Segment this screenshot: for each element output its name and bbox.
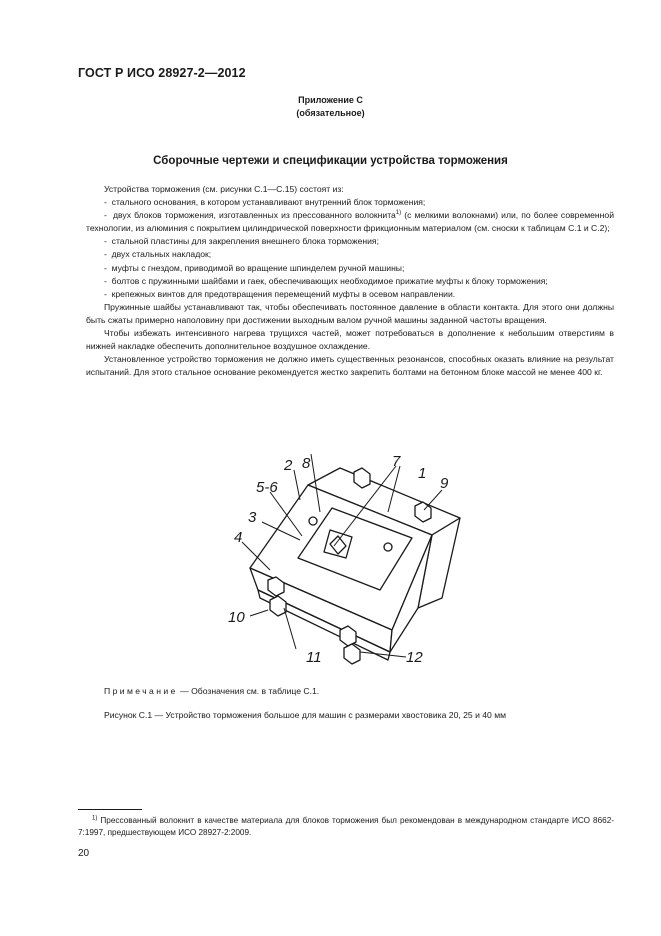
callout-label: 10 [228,609,245,626]
list-item: - крепежных винтов для предотвращения перемещений муфты в осевом направлении. [104,288,456,299]
appendix-title: Приложение С [298,95,363,105]
callout-label: 8 [302,455,311,472]
list-item: - двух блоков торможения, изготавленных из прессованного волокнита$^{1)}$ (с мелкими волокнами) или, по более современной технологии, из алюминия с покрытием цилиндрической поверхности фрикционным материалом (см. сноски к таблицам С.1 и С.2); [86,210,614,234]
callout-label: 9 [440,475,449,492]
figure-caption: Рисунок С.1 — Устройство торможения большое для машин с размерами хвостовика 20, 25 и 40 мм [104,710,507,720]
callout-label: 7 [392,453,401,470]
appendix-status: (обязательное) [296,108,365,118]
callout-label: 11 [306,649,322,666]
list-item: - стальной пластины для закрепления внешнего блока торможения; [104,236,379,247]
intro-paragraph: Устройства торможения (см. рисунки С.1—С.15) состоят из: [104,184,344,194]
list-item: - муфты с гнездом, приводимой во вращение шпинделем ручной машины; [104,262,405,273]
list-item: - стального основания, в котором устанавливают внутренний блок торможения; [104,197,426,208]
paragraph-springs: Пружинные шайбы устанавливают так, чтобы обеспечивать постоянное давление в области контакта. Для этого они должны быть сжаты примерно наполовину при достижении выходным валом ручной машины заданной частоты вращения. [86,301,614,325]
callout-label: 2 [284,457,293,474]
footnote-ref: 1) [395,210,402,217]
callout-label: 5-6 [256,479,278,496]
callout-label: 4 [234,529,243,546]
page-number: 20 [78,848,90,859]
document-header: ГОСТ Р ИСО 28927-2—2012 [78,66,246,80]
list-item: - болтов с пружинными шайбами и гаек, обеспечивающих необходимое прижатие муфты к блоку торможения; [104,275,548,286]
callout-label: 12 [406,649,423,666]
paragraph-cooling: Чтобы избежать интенсивного нагрева трущихся частей, может потребоваться в дополнение к небольшим отверстиям в нижней накладке обеспечить дополнительное воздушное охлаждение. [86,328,614,352]
figure-note: Примечание — Обозначения см. в таблице С.1. [104,686,320,696]
footnote: $^{1)}$ Прессованный волокнит в качестве материала для блоков торможения был рекомендован в международном стандарте ИСО 8662-7:1997, предшествующем ИСО 28927-2:2009. [78,815,614,838]
section-title: Сборочные чертежи и спецификации устройства торможения [153,155,508,167]
paragraph-resonance: Установленное устройство торможения не должно иметь существенных резонансов, способных оказать влияние на результат испытаний. Для этого стальное основание рекомендуется жестко закрепить болтами на бетонном блоке массой не менее 400 кг. [86,354,614,378]
list-item: - двух стальных накладок; [104,249,212,260]
body-text [86,183,614,379]
braking-device-drawing [210,440,470,675]
callout-label: 3 [248,509,257,526]
footnote-divider [78,809,142,810]
callout-label: 1 [418,465,427,482]
